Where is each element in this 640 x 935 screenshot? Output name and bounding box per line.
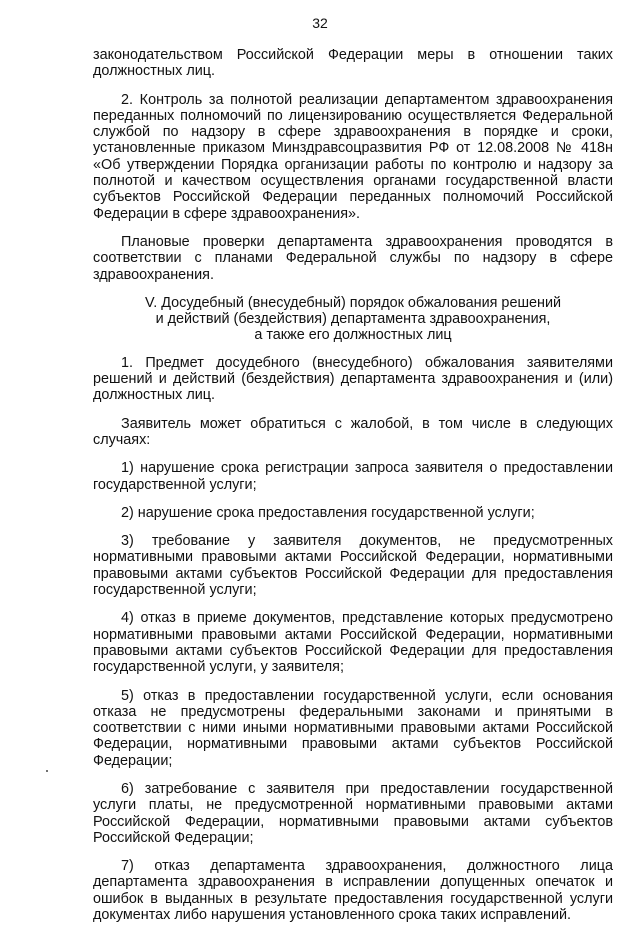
- list-item-1: 1) нарушение срока регистрации запроса заявителя о предоставлении государственной услуги;: [93, 460, 613, 493]
- document-body: [93, 47, 613, 935]
- section-heading: [93, 295, 613, 344]
- page-number: 32: [312, 15, 328, 31]
- list-item-6: 6) затребование с заявителя при предоставлении государственной услуги платы, не предусмотренной нормативными правовыми актами Российской Федерации, нормативными правовыми актами субъектов Российской Федерации;: [93, 780, 613, 846]
- list-item-5: 5) отказ в предоставлении государственной услуги, если основания отказа не предусмотрены федеральными законами и принятыми в соответствии с ними иными нормативными правовыми актами Российской Федерации, нормативными правовыми актами субъектов Российской Федерации;: [93, 687, 613, 769]
- paragraph-planned-inspections: Плановые проверки департамента здравоохранения проводятся в соответствии с планами Федеральной службы по надзору в сфере здравоохранения.: [93, 233, 613, 283]
- paragraph-control: 2. Контроль за полнотой реализации департаментом здравоохранения переданных полномочий по лицензированию осуществляется Федеральной службой по надзору в сфере здравоохранения в порядке и сроки, установленные приказом Минздравсоцразвития РФ от 12.08.2008 № 418н «Об утверждении Порядка организации работы по контролю и надзору за полнотой и качеством осуществления органами государственной власти субъектов Российской Федерации переданных полномочий Российской Федерации в сфере здравоохранения».: [93, 91, 613, 222]
- list-item-2: 2) нарушение срока предоставления государственной услуги;: [121, 504, 535, 521]
- paragraph-subject-of-appeal: 1. Предмет досудебного (внесудебного) обжалования заявителями решений и действий (бездействия) департамента здравоохранения и (или) должностных лиц.: [93, 354, 613, 404]
- section-heading-line: и действий (бездействия) департамента здравоохранения,: [155, 311, 551, 328]
- paragraph-complaint-cases: Заявитель может обратиться с жалобой, в том числе в следующих случаях:: [93, 415, 613, 448]
- list-item-3: 3) требование у заявителя документов, не предусмотренных нормативными правовыми актами Российской Федерации, нормативными правовыми актами субъектов Российской Федерации для предоставления государственной услуги;: [93, 533, 613, 599]
- section-heading-line: V. Досудебный (внесудебный) порядок обжалования решений: [144, 294, 562, 311]
- list-item-4: 4) отказ в приеме документов, представление которых предусмотрено нормативными правовыми актами Российской Федерации, нормативными правовыми актами субъектов Российской Федерации для предоставления государственной услуги, у заявителя;: [93, 610, 613, 676]
- paragraph-continuation: законодательством Российской Федерации меры в отношении таких должностных лиц.: [93, 47, 613, 80]
- list-item-7: 7) отказ департамента здравоохранения, должностного лица департамента здравоохранения в исправлении допущенных опечаток и ошибок в выданных в результате предоставления государственной услуги документах либо нарушения установленного срока таких исправлений.: [93, 858, 613, 924]
- section-heading-line: а также его должностных лиц: [254, 327, 452, 344]
- scan-speck: [46, 770, 48, 772]
